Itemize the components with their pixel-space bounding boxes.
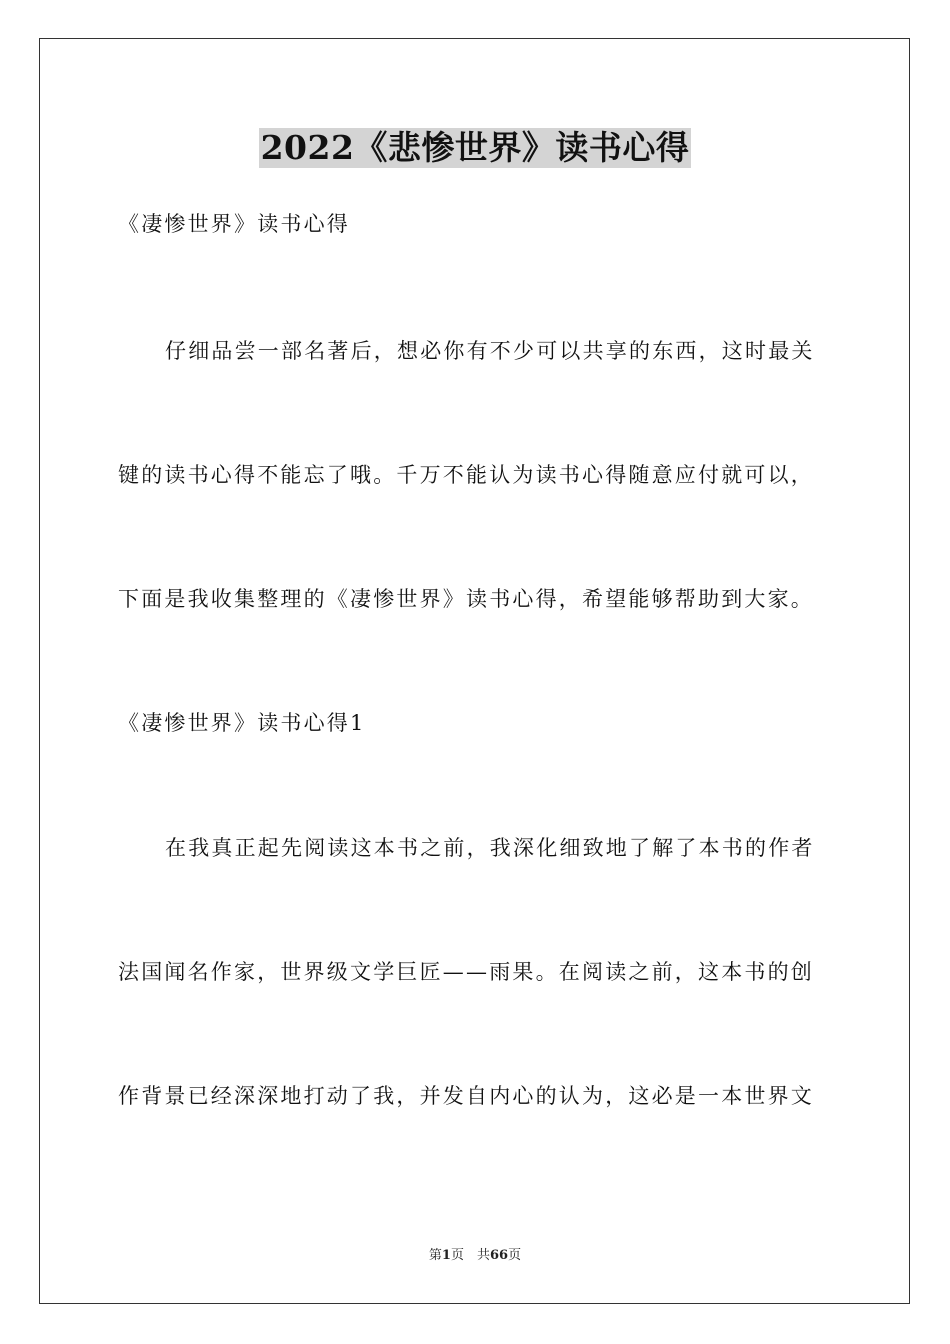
paragraph-line: 键的读书心得不能忘了哦。千万不能认为读书心得随意应付就可以， (118, 463, 814, 487)
paragraph-line: 作背景已经深深地打动了我，并发自内心的认为，这必是一本世界文 (118, 1084, 814, 1108)
title-container (0, 128, 950, 168)
paragraph-line: 在我真正起先阅读这本书之前，我深化细致地了解了本书的作者 (165, 836, 815, 860)
page-total: 66 (489, 1248, 509, 1263)
paragraph-line: 下面是我收集整理的《凄惨世界》读书心得，希望能够帮助到大家。 (118, 587, 814, 611)
document-title: 2022《悲惨世界》读书心得 (260, 128, 690, 167)
page-footer (0, 1247, 950, 1265)
page-current: 1 (441, 1248, 451, 1263)
section-heading: 《凄惨世界》读书心得1 (118, 711, 366, 735)
paragraph-line: 法国闻名作家，世界级文学巨匠——雨果。在阅读之前，这本书的创 (118, 960, 814, 984)
page-suffix: 页 (508, 1248, 522, 1263)
paragraph-line: 仔细品尝一部名著后，想必你有不少可以共享的东西，这时最关 (165, 339, 815, 363)
page-prefix: 第 (428, 1248, 442, 1263)
page-mid: 页 共 (450, 1248, 490, 1263)
subtitle-line: 《凄惨世界》读书心得 (118, 212, 350, 236)
